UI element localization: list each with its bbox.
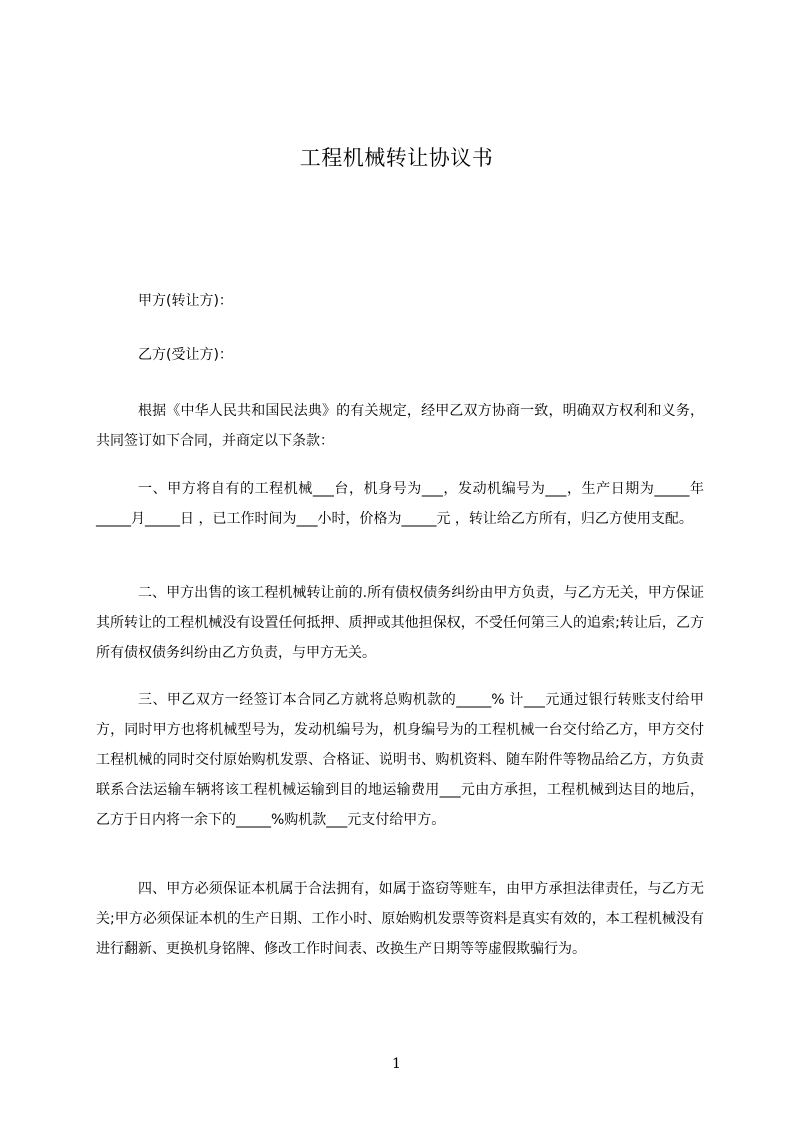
page-number: 1	[392, 1056, 401, 1072]
clause-4-paragraph: 四、甲方必须保证本机属于合法拥有，如属于盗窃等赃车，由甲方承担法律责任，与乙方无关;甲方必须保证本机的生产日期、工作小时、原始购机发票等资料是真实有效的，本工程机械没有进行翻新、更换机身铭牌、修改工作时间表、改换生产日期等等虚假欺骗行为。	[96, 881, 704, 957]
document-title: 工程机械转让协议书	[299, 146, 494, 170]
clause-3-paragraph: 三、甲乙双方一经签订本合同乙方就将总购机款的_____% 计___元通过银行转账支付给甲方，同时甲方也将机械型号为，发动机编号为，机身编号为的工程机械一台交付给乙方，甲方交付工程机械的同时交付原始购机发票、合格证、说明书、购机资料、随车附件等物品给乙方，方负责联系合法运输车辆将该工程机械运输到目的地运输费用___元由方承担，工程机械到达目的地后，乙方于日内将一余下的_____%购机款___元支付给甲方。	[96, 692, 704, 828]
party-b-line: 乙方(受让方)：	[138, 347, 233, 363]
clause-2-paragraph: 二、甲方出售的该工程机械转让前的.所有债权债务纠纷由甲方负责，与乙方无关，甲方保证其所转让的工程机械没有设置任何抵押、质押或其他担保权，不受任何第三人的追索;转让后，乙方所有债权债务纠纷由乙方负责，与甲方无关。	[96, 585, 704, 661]
clause-1-paragraph: 一、甲方将自有的工程机械___台，机身号为___，发动机编号为___，生产日期为_____年_____月_____日 ，已工作时间为___小时，价格为_____元 ，转让给乙方所有，归乙方使用支配。	[96, 481, 704, 527]
intro-paragraph: 根据《中华人民共和国民法典》的有关规定，经甲乙双方协商一致，明确双方权利和义务，共同签订如下合同，并商定以下条款：	[96, 403, 704, 449]
party-a-line: 甲方(转让方)：	[138, 293, 233, 309]
